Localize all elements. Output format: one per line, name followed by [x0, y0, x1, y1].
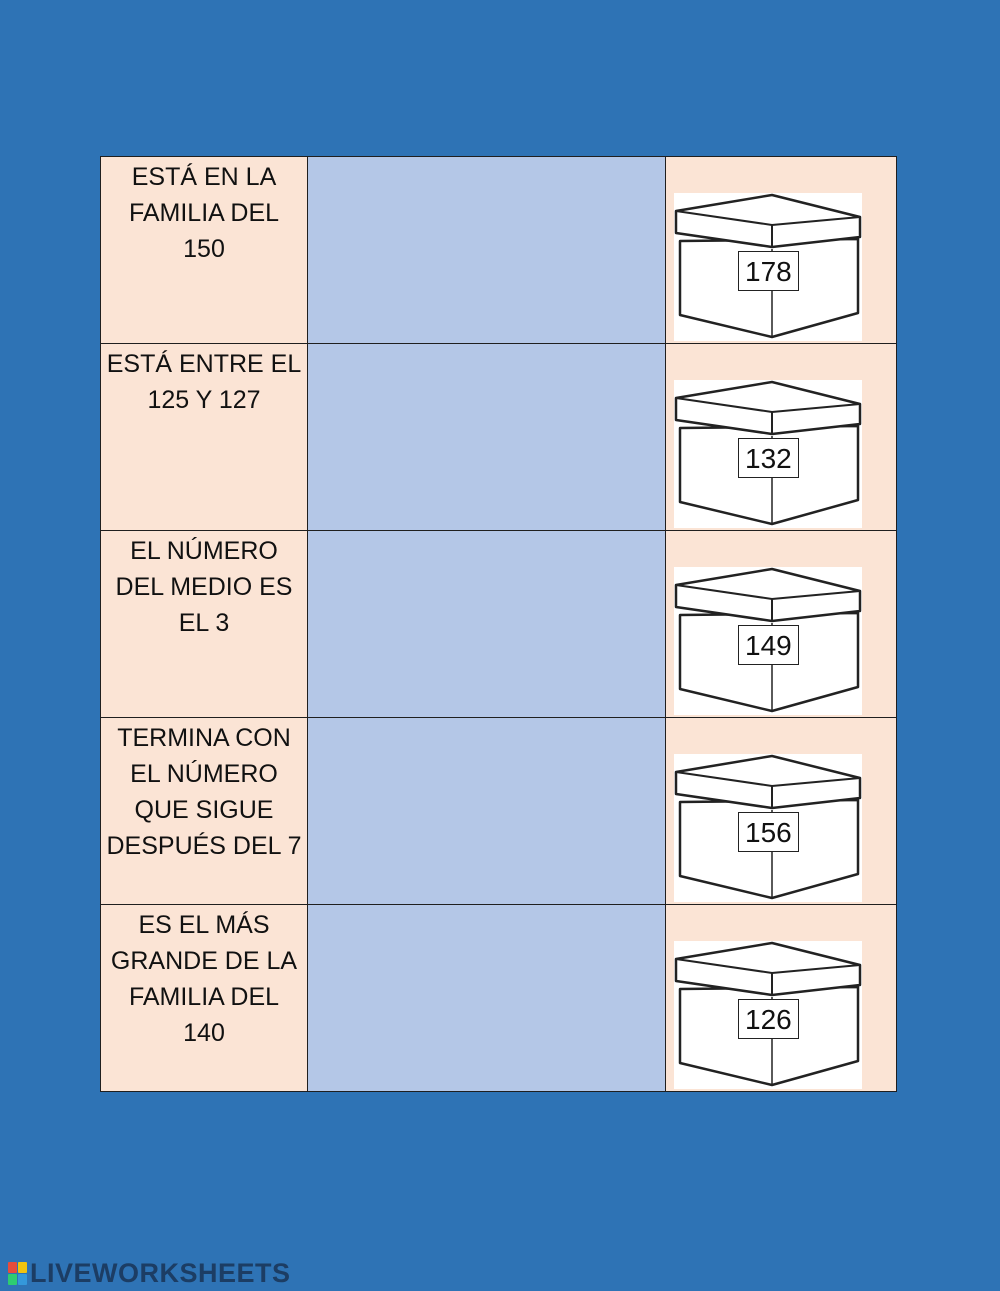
box-cell — [666, 157, 897, 344]
numbered-box[interactable] — [674, 380, 862, 528]
table-row — [101, 344, 897, 531]
clue-line: EL NÚMERO — [130, 537, 278, 565]
brand-name: LIVEWORKSHEETS — [30, 1258, 291, 1288]
clue-line: ESTÁ EN LA — [131, 163, 277, 191]
worksheet-table — [100, 156, 897, 1092]
clue-line: FAMILIA DEL — [128, 199, 280, 227]
clue-line: ESTÁ ENTRE EL — [106, 350, 302, 378]
answer-drop-zone[interactable] — [308, 718, 666, 905]
box-number-label: 178 — [738, 251, 799, 291]
answer-drop-zone[interactable] — [308, 157, 666, 344]
box-number-label: 132 — [738, 438, 799, 478]
clue-line: EL NÚMERO — [130, 760, 278, 788]
answer-drop-zone[interactable] — [308, 344, 666, 531]
clue-line: ES EL MÁS — [138, 911, 270, 939]
clue-line: DESPUÉS DEL 7 — [106, 832, 302, 860]
clue-cell — [101, 344, 308, 531]
clue-cell — [101, 531, 308, 718]
box-cell — [666, 718, 897, 905]
table-row — [101, 718, 897, 905]
footer-brand — [8, 1258, 291, 1289]
clue-line: GRANDE DE LA — [110, 947, 298, 975]
clue-line: DEL MEDIO ES — [115, 573, 293, 601]
numbered-box[interactable] — [674, 193, 862, 341]
clue-line: 140 — [183, 1019, 225, 1047]
clue-line: QUE SIGUE — [134, 796, 274, 824]
table-row — [101, 905, 897, 1092]
box-number-label: 156 — [738, 812, 799, 852]
clue-cell — [101, 718, 308, 905]
box-cell — [666, 531, 897, 718]
numbered-box[interactable] — [674, 941, 862, 1089]
clue-line: EL 3 — [178, 609, 230, 637]
box-cell — [666, 905, 897, 1092]
clue-line: 150 — [183, 235, 225, 263]
box-number-label: 149 — [738, 625, 799, 665]
clue-cell — [101, 905, 308, 1092]
box-cell — [666, 344, 897, 531]
box-number-label: 126 — [738, 999, 799, 1039]
liveworksheets-logo-icon — [8, 1262, 28, 1286]
numbered-box[interactable] — [674, 567, 862, 715]
answer-drop-zone[interactable] — [308, 905, 666, 1092]
clue-line: 125 Y 127 — [147, 386, 261, 414]
clue-cell — [101, 157, 308, 344]
table-row — [101, 531, 897, 718]
numbered-box[interactable] — [674, 754, 862, 902]
clue-line: FAMILIA DEL — [128, 983, 280, 1011]
clue-line: TERMINA CON — [117, 724, 291, 752]
table-row — [101, 157, 897, 344]
answer-drop-zone[interactable] — [308, 531, 666, 718]
